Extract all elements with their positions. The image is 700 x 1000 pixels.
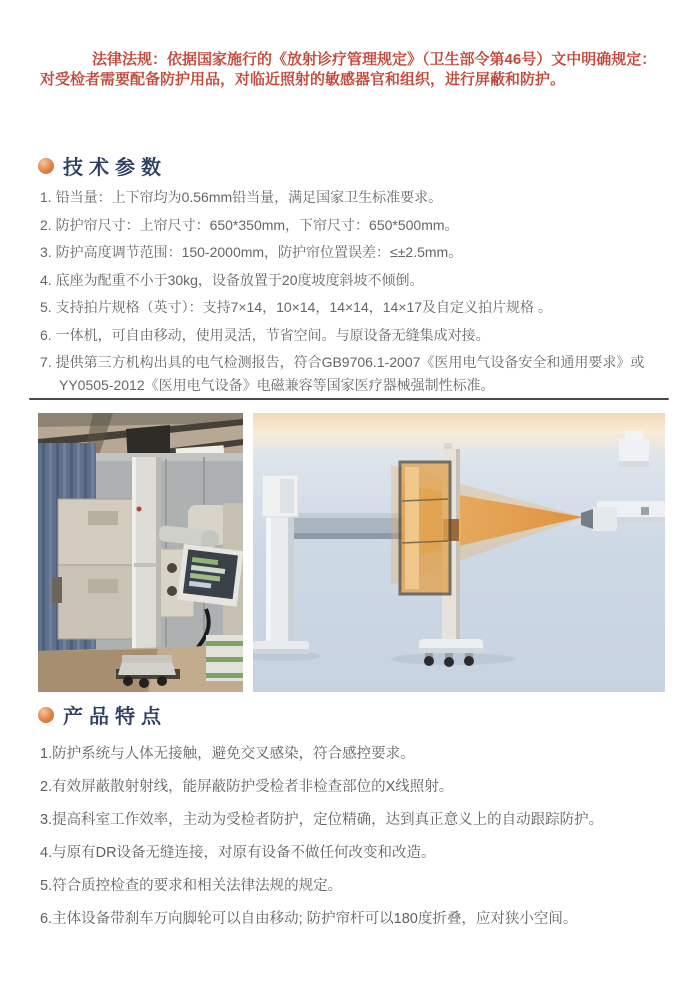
- feature-item-2: 2.有效屏蔽散射射线，能屏蔽防护受检者非检查部位的X线照射。: [40, 779, 454, 795]
- product-features-title: 产品特点: [63, 706, 167, 728]
- tech-item-7: 7. 提供第三方机构出具的电气检测报告，符合GB9706.1-2007《医用电气设备安全和通用要求》或YY0505-2012《医用电气设备》电磁兼容等国家医疗器械强制性标准。: [40, 354, 645, 393]
- tech-item-4: 4. 底座为配重不小于30kg，设备放置于20度坡度斜坡不倾倒。: [40, 271, 424, 288]
- tech-item-6: 6. 一体机，可自由移动，使用灵活，节省空间。与原设备无缝集成对接。: [40, 326, 490, 343]
- tech-item-2: 2. 防护帘尺寸：上帘尺寸：650*350mm，下帘尺寸：650*500mm。: [40, 216, 459, 233]
- tech-params-title: 技术参数: [63, 157, 167, 179]
- equipment-room-photo: [38, 413, 243, 692]
- feature-item-1: 1.防护系统与人体无接触，避免交叉感染，符合感控要求。: [40, 746, 415, 762]
- product-images: [38, 413, 665, 692]
- feature-item-3: 3.提高科室工作效率，主动为受检者防护，定位精确，达到真正意义上的自动跟踪防护。: [40, 812, 604, 828]
- protection-system-render: [253, 413, 665, 692]
- section-bullet-icon: [38, 158, 54, 174]
- section-divider: [29, 398, 669, 400]
- tech-item-1: 1. 铅当量：上下帘均为0.56mm铅当量，满足国家卫生标准要求。: [40, 189, 443, 205]
- tech-params-list: [40, 186, 670, 401]
- tech-item-5: 5. 支持拍片规格（英寸）：支持7×14，10×14，14×14，14×17及自定义拍片规格 。: [40, 299, 552, 315]
- feature-item-5: 5.符合质控检查的要求和相关法律法规的规定。: [40, 878, 343, 894]
- tech-params-header: [38, 151, 167, 180]
- feature-item-4: 4.与原有DR设备无缝连接，对原有设备不做任何改变和改造。: [40, 845, 436, 861]
- product-features-list: [40, 744, 672, 942]
- tech-item-3: 3. 防护高度调节范围：150-2000mm，防护帘位置误差：≤±2.5mm。: [40, 244, 463, 260]
- product-features-header: [38, 700, 167, 729]
- feature-item-6: 6.主体设备带刹车万向脚轮可以自由移动; 防护帘杆可以180度折叠，应对狭小空间。: [40, 911, 578, 927]
- legal-notice: 法律法规：依据国家施行的《放射诊疗管理规定》（卫生部令第46号）文中明确规定：对受检者需要配备防护用品，对临近照射的敏感器官和组织，进行屏蔽和防护。: [40, 51, 657, 88]
- section-bullet-icon: [38, 707, 54, 723]
